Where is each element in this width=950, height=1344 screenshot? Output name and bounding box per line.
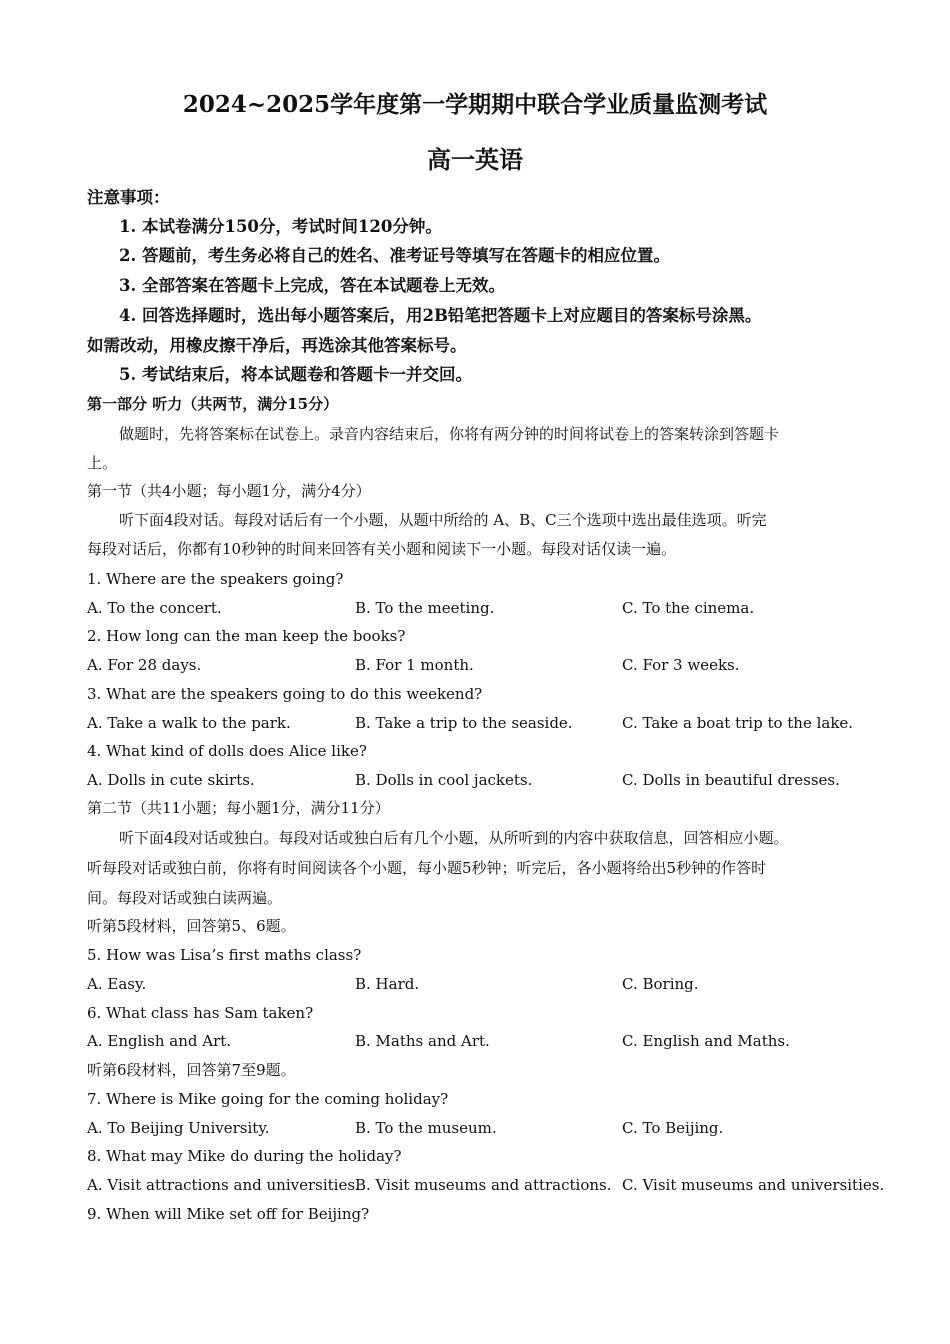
- option-b: B. For 1 month.: [355, 656, 474, 674]
- option-c: C. To the cinema.: [622, 599, 755, 617]
- option-b: B. To the museum.: [355, 1119, 497, 1137]
- question: 2. How long can the man keep the books?: [87, 627, 406, 645]
- section1-heading: 第一节（共4小题；每小题1分，满分4分）: [87, 482, 371, 500]
- option-b: B. Hard.: [355, 975, 420, 993]
- notice-item: 2. 答题前，考生务必将自己的姓名、准考证号等填写在答题卡的相应位置。: [119, 246, 670, 265]
- exam-title: 2024~2025学年度第一学期期中联合学业质量监测考试: [182, 91, 768, 118]
- option-c: C. Visit museums and universities.: [622, 1176, 885, 1194]
- section2-intro: 听每段对话或独白前，你将有时间阅读各个小题，每小题5秒钟；听完后，各小题将给出5秒钟的作答时: [87, 859, 767, 877]
- section1-intro: 听下面4段对话。每段对话后有一个小题，从题中所给的 A、B、C三个选项中选出最佳选项。听完: [119, 511, 767, 529]
- option-c: C. English and Maths.: [622, 1032, 790, 1050]
- option-c: C. Dolls in beautiful dresses.: [622, 771, 840, 789]
- section2-intro: 听下面4段对话或独白。每段对话或独白后有几个小题，从所听到的内容中获取信息，回答相应小题。: [119, 829, 789, 847]
- notice-heading: 注意事项：: [87, 188, 170, 207]
- option-a: A. Dolls in cute skirts.: [87, 771, 255, 789]
- notice-item: 1. 本试卷满分150分，考试时间120分钟。: [119, 217, 442, 236]
- option-c: C. For 3 weeks.: [622, 656, 740, 674]
- part1-intro: 做题时，先将答案标在试卷上。录音内容结束后，你将有两分钟的时间将试卷上的答案转涂到答题卡: [119, 425, 780, 443]
- option-a: A. For 28 days.: [87, 656, 202, 674]
- option-a: A. To Beijing University.: [87, 1119, 270, 1137]
- option-a: A. Visit attractions and universities.: [87, 1176, 360, 1194]
- option-b: B. To the meeting.: [355, 599, 495, 617]
- exam-subtitle: 高一英语: [427, 145, 523, 174]
- section1-intro: 每段对话后，你都有10秒钟的时间来回答有关小题和阅读下一小题。每段对话仅读一遍。: [87, 540, 677, 558]
- option-a: A. English and Art.: [87, 1032, 232, 1050]
- section2-intro: 间。每段对话或独白读两遍。: [87, 889, 283, 907]
- option-a: A. Take a walk to the park.: [87, 714, 291, 732]
- notice-item: 5. 考试结束后，将本试题卷和答题卡一并交回。: [119, 365, 472, 384]
- notice-item: 3. 全部答案在答题卡上完成，答在本试题卷上无效。: [119, 276, 505, 295]
- option-b: B. Visit museums and attractions.: [355, 1176, 612, 1194]
- option-a: A. To the concert.: [87, 599, 222, 617]
- option-b: B. Maths and Art.: [355, 1032, 490, 1050]
- section2-heading: 第二节（共11小题；每小题1分，满分11分）: [87, 799, 390, 817]
- question: 1. Where are the speakers going?: [87, 570, 344, 588]
- option-c: C. Take a boat trip to the lake.: [622, 714, 854, 732]
- option-c: C. To Beijing.: [622, 1119, 724, 1137]
- option-c: C. Boring.: [622, 975, 699, 993]
- question: 4. What kind of dolls does Alice like?: [87, 742, 367, 760]
- question: 7. Where is Mike going for the coming holiday?: [87, 1090, 449, 1108]
- material-note: 听第5段材料，回答第5、6题。: [87, 917, 296, 935]
- option-b: B. Take a trip to the seaside.: [355, 714, 573, 732]
- part1-heading: 第一部分 听力（共两节，满分15分）: [87, 395, 339, 413]
- option-b: B. Dolls in cool jackets.: [355, 771, 533, 789]
- question: 3. What are the speakers going to do this weekend?: [87, 685, 483, 703]
- question: 6. What class has Sam taken?: [87, 1004, 314, 1022]
- material-note: 听第6段材料，回答第7至9题。: [87, 1061, 296, 1079]
- question: 5. How was Lisa’s first maths class?: [87, 946, 362, 964]
- question: 9. When will Mike set off for Beijing?: [87, 1205, 370, 1223]
- notice-item: 4. 回答选择题时，选出每小题答案后，用2B铅笔把答题卡上对应题目的答案标号涂黑。: [119, 306, 762, 325]
- notice-item: 如需改动，用橡皮擦干净后，再选涂其他答案标号。: [87, 336, 467, 355]
- option-a: A. Easy.: [87, 975, 147, 993]
- part1-intro: 上。: [87, 454, 118, 472]
- question: 8. What may Mike do during the holiday?: [87, 1147, 402, 1165]
